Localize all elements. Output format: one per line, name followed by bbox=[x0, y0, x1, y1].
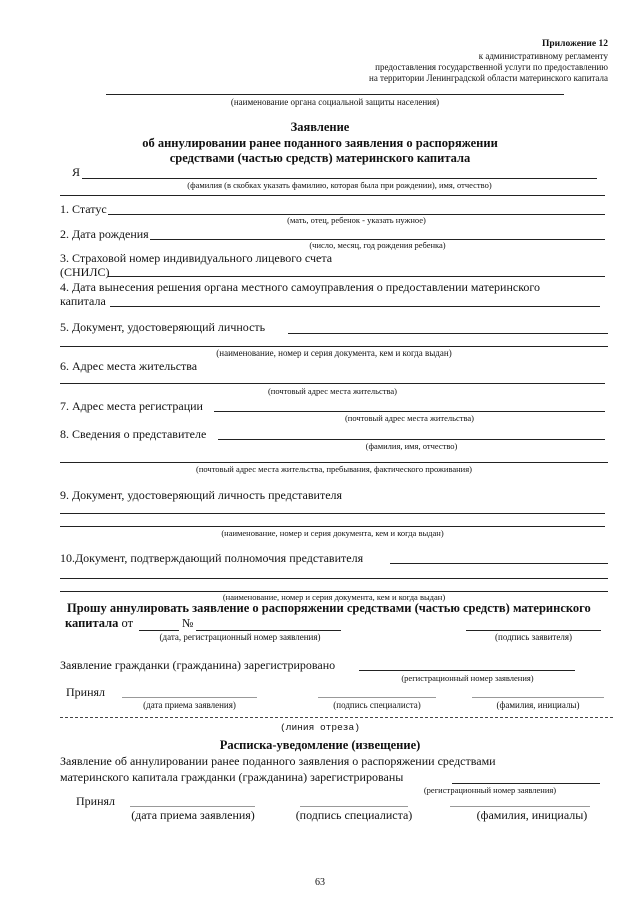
request-date-line[interactable] bbox=[139, 630, 179, 631]
representative-address-line[interactable] bbox=[60, 462, 608, 463]
accepted-label: Принял bbox=[66, 685, 106, 699]
registration-number-line[interactable] bbox=[359, 670, 575, 671]
specialist-name-caption: (фамилия, инициалы) bbox=[496, 700, 580, 710]
applicant-signature-line[interactable] bbox=[466, 630, 601, 631]
ya-label: Я bbox=[72, 165, 81, 179]
applicant-signature-caption: (подпись заявителя) bbox=[495, 632, 572, 642]
accept-date-line[interactable] bbox=[122, 697, 257, 698]
snils-label: 3. Страховой номер индивидуального лицевого счета bbox=[60, 251, 333, 265]
residence-input-line[interactable] bbox=[60, 383, 605, 384]
residence-caption: (почтовый адрес места жительства) bbox=[267, 386, 398, 396]
authority-line[interactable] bbox=[106, 94, 564, 95]
accept-date-caption: (дата приема заявления) bbox=[143, 700, 236, 710]
specialist2-signature-caption: (подпись специалиста) bbox=[295, 808, 413, 822]
request-number-sign: № bbox=[182, 616, 194, 630]
decision-date-label-2: капитала bbox=[60, 294, 106, 308]
accept2-date-caption: (дата приема заявления) bbox=[131, 808, 255, 822]
cut-line-caption: (линия отреза) bbox=[280, 722, 360, 733]
authority-document-label: 10.Документ, подтверждающий полномочия представителя bbox=[60, 551, 364, 565]
receipt-text: Заявление об аннулировании ранее поданного заявления о распоряжении средствами bbox=[60, 754, 496, 768]
header-line: к административному регламенту bbox=[478, 51, 608, 61]
specialist2-signature-line[interactable] bbox=[300, 806, 408, 807]
registration-input-line[interactable] bbox=[214, 411, 605, 412]
registration-number-caption: (регистрационный номер заявления) bbox=[401, 673, 534, 683]
doc-title: Заявление bbox=[290, 120, 350, 134]
birthdate-caption: (число, месяц, год рождения ребенка) bbox=[309, 240, 446, 250]
request-text: Прошу аннулировать заявление о распоряжении средствами (частью средств) материнского bbox=[67, 601, 591, 615]
registration-caption: (почтовый адрес места жительства) bbox=[344, 413, 475, 423]
receipt-number-line[interactable] bbox=[452, 783, 600, 784]
id-document-caption: (наименование, номер и серия документа, кем и когда выдан) bbox=[216, 348, 452, 358]
receipt-number-caption: (регистрационный номер заявления) bbox=[423, 785, 557, 795]
request-text-2 bbox=[65, 616, 133, 631]
snils-label-2: (СНИЛС) bbox=[60, 265, 110, 279]
specialist2-name-caption: (фамилия, инициалы) bbox=[476, 808, 588, 822]
receipt-text-2: материнского капитала гражданки (гражданина) зарегистрированы bbox=[60, 770, 404, 784]
authority-document-caption: (наименование, номер и серия документа, кем и когда выдан) bbox=[222, 592, 446, 602]
representative-address-caption: (почтовый адрес места жительства, пребывания, фактического проживания) bbox=[196, 464, 472, 474]
decision-date-label: 4. Дата вынесения решения органа местного самоуправления о предоставлении материнского bbox=[60, 280, 541, 294]
id-document-input-line-2[interactable] bbox=[60, 346, 608, 347]
id-document-label: 5. Документ, удостоверяющий личность bbox=[60, 320, 266, 334]
header-line: на территории Ленинградской области материнского капитала bbox=[369, 73, 608, 83]
doc-title: об аннулировании ранее поданного заявления о распоряжении bbox=[142, 136, 498, 150]
receipt-title: Расписка-уведомление (извещение) bbox=[219, 738, 421, 752]
specialist-signature-line[interactable] bbox=[318, 697, 436, 698]
rep-document-label: 9. Документ, удостоверяющий личность представителя bbox=[60, 488, 343, 502]
specialist-name-line[interactable] bbox=[472, 697, 604, 698]
request-date-caption: (дата, регистрационный номер заявления) bbox=[159, 632, 321, 642]
specialist-signature-caption: (подпись специалиста) bbox=[333, 700, 421, 710]
authority-document-input-line[interactable] bbox=[390, 563, 608, 564]
representative-input-line[interactable] bbox=[218, 439, 605, 440]
doc-title: средствами (частью средств) материнского капитала bbox=[169, 151, 471, 165]
representative-label: 8. Сведения о представителе bbox=[60, 427, 207, 441]
request-from: от bbox=[118, 616, 134, 630]
id-document-input-line[interactable] bbox=[288, 333, 608, 334]
residence-label: 6. Адрес места жительства bbox=[60, 359, 198, 373]
specialist2-name-line[interactable] bbox=[450, 806, 590, 807]
fio-input-line-2[interactable] bbox=[60, 195, 605, 196]
accepted2-label: Принял bbox=[76, 794, 116, 808]
request-number-line[interactable] bbox=[196, 630, 341, 631]
status-caption: (мать, отец, ребенок - указать нужное) bbox=[287, 215, 426, 225]
snils-input-line[interactable] bbox=[108, 276, 605, 277]
status-label: 1. Статус bbox=[60, 202, 107, 216]
rep-document-input-line[interactable] bbox=[60, 513, 605, 514]
authority-document-input-line-2[interactable] bbox=[60, 578, 608, 579]
appendix-title: Приложение 12 bbox=[541, 39, 608, 49]
authority-caption: (наименование органа социальной защиты населения) bbox=[230, 97, 440, 107]
registration-label: 7. Адрес места регистрации bbox=[60, 399, 203, 413]
representative-caption: (фамилия, имя, отчество) bbox=[365, 441, 458, 451]
rep-document-input-line-2[interactable] bbox=[60, 526, 605, 527]
accept2-date-line[interactable] bbox=[130, 806, 255, 807]
request-capital: капитала bbox=[65, 616, 119, 630]
birthdate-label: 2. Дата рождения bbox=[60, 227, 149, 241]
rep-document-caption: (наименование, номер и серия документа, кем и когда выдан) bbox=[221, 528, 444, 538]
registered-text: Заявление гражданки (гражданина) зарегистрировано bbox=[60, 658, 336, 672]
fio-caption: (фамилия (в скобках указать фамилию, которая была при рождении), имя, отчество) bbox=[187, 180, 492, 190]
cut-line bbox=[60, 717, 613, 718]
header-line: предоставления государственной услуги по предоставлению bbox=[375, 62, 608, 72]
fio-input-line[interactable] bbox=[82, 178, 597, 179]
decision-date-input-line[interactable] bbox=[110, 306, 600, 307]
page-number: 63 bbox=[315, 877, 325, 888]
